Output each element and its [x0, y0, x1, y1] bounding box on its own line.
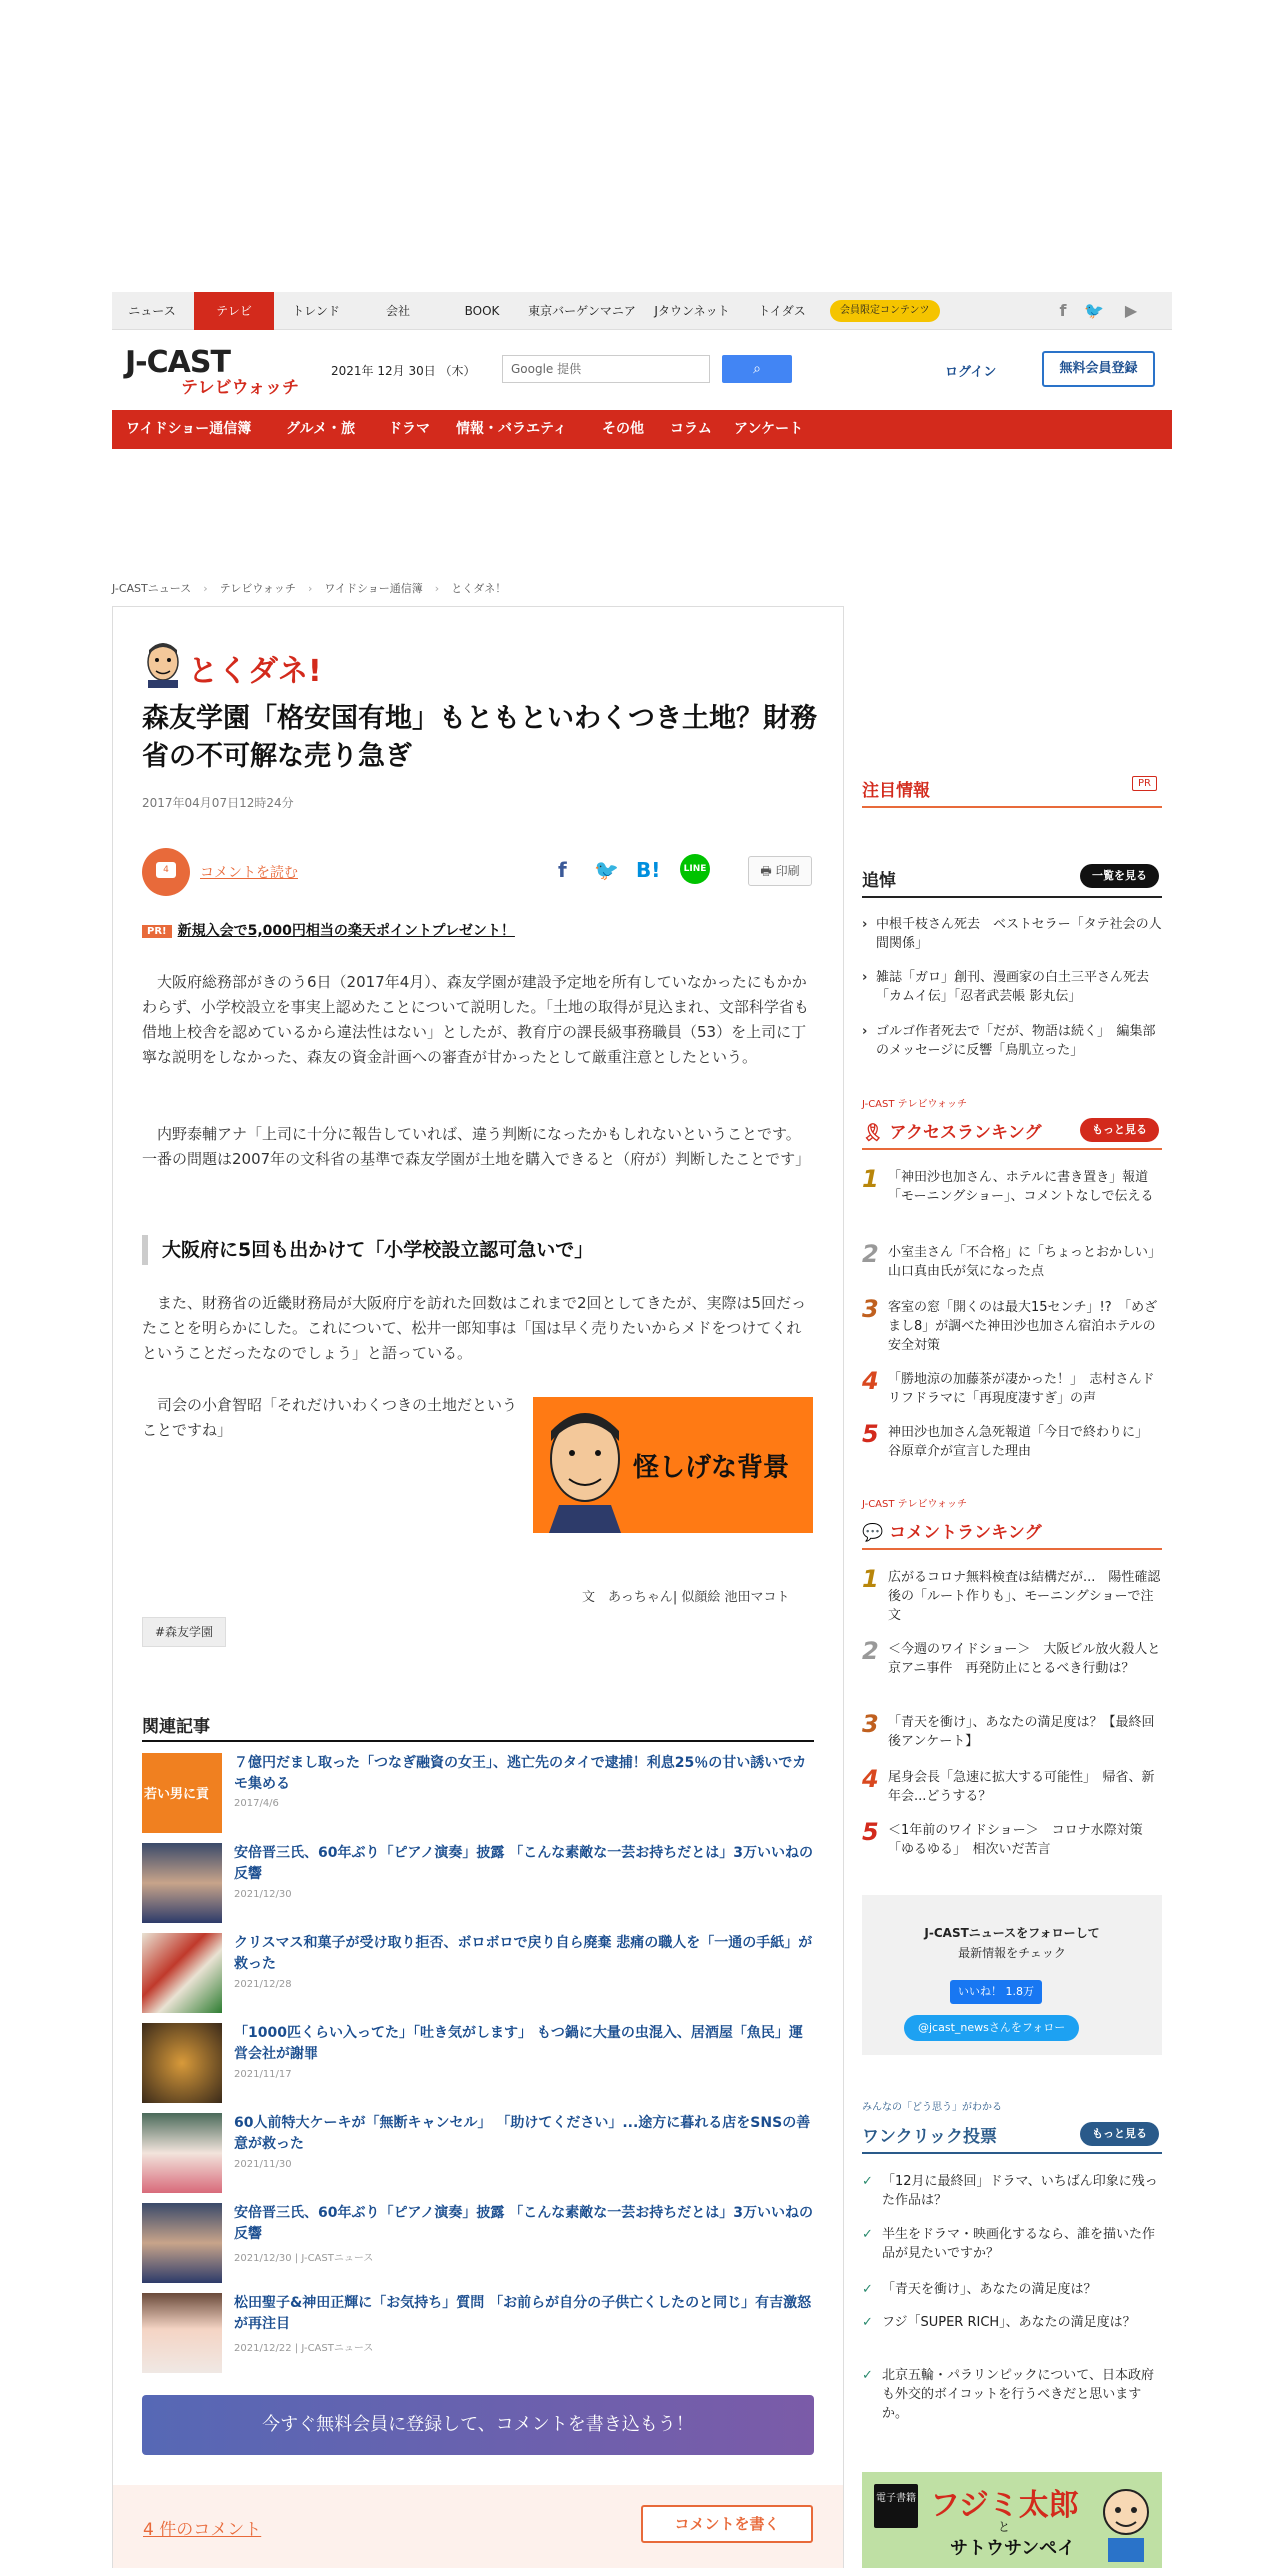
tag-chip[interactable]: #森友学園	[142, 1617, 226, 1647]
topnav-jtown[interactable]: Jタウンネット	[654, 304, 730, 318]
banner-and: と	[998, 2520, 1011, 2534]
follow-text	[862, 1923, 1162, 1963]
facebook-icon[interactable]: f	[1059, 301, 1067, 320]
vote-item[interactable]: ✓ 半生をドラマ・映画化するなら、誰を描いた作品が見たいですか？	[862, 2225, 1162, 2263]
related-title: クリスマス和菓子が受け取り拒否、ボロボロで戻り自ら廃棄 悲痛の職人を「一通の手紙」が救った	[234, 1935, 813, 1972]
banner-title: フジミ太郎	[930, 2488, 1079, 2523]
cat-variety[interactable]: 情報・バラエティ	[456, 421, 567, 437]
promo-link[interactable]	[142, 920, 515, 940]
vote-item[interactable]: ✓ フジ「SUPER RICH」、あなたの満足度は？	[862, 2313, 1162, 2332]
ranking-text: 「青天を衝け」、あなたの満足度は？【最終回後アンケート】	[888, 1715, 1155, 1749]
related-date: 2021/11/30	[234, 2159, 292, 2170]
article-credit: 文 あっちゃん| 似顔絵 池田マコト	[582, 1590, 790, 1605]
related-date: 2021/12/30	[234, 1889, 292, 1900]
ebook-badge: 電子書籍	[874, 2484, 918, 2528]
ranking-text: 「神田沙也加さん、ホテルに書き置き」報道 「モーニングショー」、コメントなしで伝える	[888, 1170, 1162, 1204]
ranking-text: 小室圭さん「不合格」に「ちょっとおかしい」 山口真由氏が気になった点	[888, 1245, 1168, 1279]
rank-number: 2	[862, 1637, 879, 1665]
topnav-company[interactable]: 会社	[385, 304, 410, 318]
caricature-face-icon	[539, 1401, 631, 1533]
comment-icon[interactable]	[142, 848, 190, 896]
tsuito-item[interactable]: › 中根千枝さん死去 ベストセラー「タテ社会の人間関係」	[862, 915, 1162, 953]
access-more-button[interactable]: もっと見る	[1080, 1118, 1159, 1142]
ranking-text: 神田沙也加さん急死報道「今日で終わりに」 谷原章介が宣言した理由	[888, 1425, 1155, 1459]
topnav-book[interactable]: BOOK	[464, 304, 500, 318]
related-title: 「1000匹くらい入ってた」「吐き気がします」 もつ鍋に大量の虫混入、居酒屋「魚民」運営会社が謝罪	[234, 2025, 803, 2062]
divider	[862, 806, 1162, 808]
rank-number: 1	[862, 1565, 879, 1593]
related-item[interactable]	[142, 2023, 814, 2103]
related-date: 2021/12/28	[234, 1979, 292, 1990]
related-thumbnail	[142, 2293, 222, 2373]
topnav-toidas[interactable]: トイダス	[758, 304, 806, 318]
article-subheading: 大阪府に5回も出かけて「小学校設立認可急いで」	[142, 1235, 814, 1265]
article-paragraph-4: 司会の小倉智昭「それだけいわくつきの土地だということですね」	[142, 1396, 518, 1439]
tsuito-more-button[interactable]: 一覧を見る	[1080, 864, 1159, 888]
topnav-news[interactable]: ニュース	[128, 304, 176, 318]
topnav-bargain[interactable]: 東京バーゲンマニア	[528, 304, 636, 318]
youtube-icon[interactable]: ▶	[1124, 301, 1138, 320]
program-name: とくダネ!	[188, 654, 322, 689]
related-thumbnail	[142, 1933, 222, 2013]
access-ranking-label: アクセスランキング	[889, 1123, 1042, 1143]
search-icon: ⌕	[753, 361, 761, 377]
sidebar-label: J-CAST テレビウォッチ	[862, 1099, 968, 1110]
sidebar-tsuito-title: 追悼	[862, 871, 896, 891]
register-cta-button[interactable]: 今すぐ無料会員に登録して、コメントを書き込もう！	[142, 2395, 814, 2455]
sidebar-label: J-CAST テレビウォッチ	[862, 1499, 968, 1510]
chat-icon: 💬	[862, 1523, 890, 1543]
related-title: ７億円だまし取った「つなぎ融資の女王」、逃亡先のタイで逮捕！利息25％の甘い誘いでカモ集める	[234, 1755, 807, 1792]
print-button[interactable]	[748, 856, 812, 886]
breadcrumb-tvwatch[interactable]: テレビウォッチ	[219, 582, 296, 595]
rank-number: 3	[862, 1295, 879, 1323]
breadcrumb-tokudane[interactable]: とくダネ！	[451, 582, 507, 595]
article-paragraph-1: 大阪府総務部がきのう6日（2017年4月）、森友学園が建設予定地を所有していなかったにもかかわらず、小学校設立を事実上認めたことについて説明した。「土地の取得が見込まれ、文部科学省も借地上校舎を認めているから違法性はない」としたが、教育庁の課長級事務職員（53）を上司に丁寧な説明をしなかった、森友の資金計画への審査が甘かったとして厳重注意としたという。	[142, 973, 809, 1066]
sidebar-attention-title: 注目情報	[862, 781, 930, 801]
tsuito-item[interactable]: › 雑誌「ガロ」創刊、漫画家の白土三平さん死去 「カムイ伝」「忍者武芸帳 影丸伝」	[862, 968, 1162, 1006]
ranking-text: ＜1年前のワイドショー＞ コロナ水際対策「ゆるゆる」 相次いだ苦言	[888, 1823, 1143, 1857]
divider	[862, 2152, 1162, 2154]
cat-survey[interactable]: アンケート	[734, 421, 804, 437]
topnav-tv[interactable]: テレビ	[194, 292, 274, 330]
related-item[interactable]	[142, 1933, 814, 2013]
rank-number: 4	[862, 1765, 879, 1793]
related-date: 2021/12/30 | J-CASTニュース	[234, 2253, 374, 2264]
vote-title: ワンクリック投票	[862, 2127, 997, 2147]
category-navigation	[112, 410, 1172, 449]
write-comment-button[interactable]: コメントを書く	[641, 2505, 813, 2543]
ranking-icon: 🎗	[862, 1123, 890, 1143]
tsuito-item[interactable]: › ゴルゴ作者死去で「だが、物語は続く」 編集部のメッセージに反響「鳥肌立った」	[862, 1022, 1162, 1060]
hatena-bookmark-icon[interactable]: B!	[636, 858, 661, 882]
vote-more-button[interactable]: もっと見る	[1080, 2122, 1159, 2146]
rank-number: 5	[862, 1818, 879, 1846]
read-comments-link[interactable]: コメントを読む	[200, 865, 298, 881]
cat-drama[interactable]: ドラマ	[388, 421, 430, 437]
related-date: 2021/11/17	[234, 2069, 292, 2080]
related-item[interactable]	[142, 2203, 814, 2283]
related-date: 2017/4/6	[234, 1798, 279, 1809]
search-input[interactable]: Google 提供	[502, 355, 710, 383]
thumbnail-text: 若い男に貢	[144, 1787, 210, 1802]
related-item[interactable]	[142, 2113, 814, 2193]
related-date: 2021/12/22 | J-CASTニュース	[234, 2343, 374, 2354]
divider	[862, 1548, 1162, 1550]
follow-line-1: J-CASTニュースをフォローして	[924, 1926, 1100, 1940]
article-paragraph-3: また、財務省の近畿財務局が大阪府庁を訪れた回数はこれまで2回としてきたが、実際は5回だったことを明らかにした。これについて、松井一郎知事は「国は早く売りたいからメドをつけてくれということだったなのでしょう」と語っている。	[142, 1294, 807, 1362]
caricature-illustration	[533, 1397, 813, 1533]
ranking-text: 尾身会長「急速に拡大する可能性」 帰省、新年会...どうする？	[888, 1770, 1155, 1804]
rank-number: 2	[862, 1240, 879, 1268]
cat-wideshow[interactable]: ワイドショー通信簿	[126, 421, 252, 437]
ranking-text: 客室の窓「開くのは最大15センチ」!? 「めざまし8」が調べた神田沙也加さん宿泊ホテルの安全対策	[888, 1300, 1158, 1353]
vote-item[interactable]: ✓ 「12月に最終回」ドラマ、いちばん印象に残った作品は？	[862, 2172, 1162, 2210]
twitter-icon[interactable]: 🐦	[1084, 301, 1104, 320]
twitter-share-icon[interactable]: 🐦	[594, 858, 619, 882]
members-only-badge[interactable]: 会員限定コンテンツ	[830, 300, 940, 322]
related-thumbnail	[142, 1753, 222, 1833]
cat-other[interactable]: その他	[602, 421, 644, 437]
host-face-icon	[144, 640, 182, 688]
illustration-caption: 怪しげな背景	[633, 1453, 790, 1483]
pr-badge: PR!	[142, 925, 172, 938]
related-thumbnail	[142, 2203, 222, 2283]
related-item[interactable]	[142, 2293, 814, 2373]
facebook-like-button[interactable]: いいね！ 1.8万	[950, 1980, 1042, 2004]
sidebar-label: みんなの「どう思う」がわかる	[862, 2102, 1002, 2113]
comment-count-badge: 4	[156, 862, 176, 878]
ranking-text: ＜今週のワイドショー＞ 大阪ビル放火殺人と京アニ事件 再発防止にとるべき行動は？	[888, 1642, 1161, 1676]
ranking-text: 広がるコロナ無料検査は結構だが... 陽性確認後の「ルート作りも」、モーニングショーで注文	[888, 1570, 1161, 1623]
cartoon-face-icon	[1098, 2482, 1154, 2562]
related-thumbnail	[142, 2113, 222, 2193]
related-title: 安倍晋三氏、60年ぶり「ピアノ演奏」披露 「こんな素敵な一芸お持ちだとは」3万いいねの反響	[234, 1845, 813, 1882]
logo-tvwatch: テレビウォッチ	[181, 378, 299, 398]
line-share-icon[interactable]: LINE	[680, 854, 710, 884]
follow-box	[862, 1895, 1162, 2055]
cat-gourmet[interactable]: グルメ・旅	[286, 421, 356, 437]
breadcrumb: J-CASTニュース › テレビウォッチ › ワイドショー通信簿 › とくダネ！	[112, 582, 507, 595]
related-heading: 関連記事	[142, 1712, 814, 1742]
related-title: 60人前特大ケーキが「無断キャンセル」 「助けてください」...途方に暮れる店をSNSの善意が救った	[234, 2115, 811, 2152]
banner-subtitle: サトウサンペイ	[950, 2538, 1076, 2559]
related-item[interactable]	[142, 1843, 814, 1923]
rank-number: 1	[862, 1165, 879, 1193]
breadcrumb-wideshow[interactable]: ワイドショー通信簿	[324, 582, 423, 595]
divider	[862, 1148, 1162, 1150]
logo-jcast: J-CAST	[125, 345, 230, 380]
article-paragraph-2: 内野泰輔アナ「上司に十分に報告していれば、違う判断になったかもしれないということです。一番の問題は2007年の文科省の基準で森友学園が土地を購入できると（府が）判断したことです」	[142, 1125, 811, 1168]
search-button[interactable]	[722, 355, 792, 383]
book-banner[interactable]	[862, 2472, 1162, 2568]
topnav-trend[interactable]: トレンド	[292, 304, 340, 318]
comments-count-link[interactable]: 4 件のコメント	[143, 2520, 262, 2540]
rank-number: 3	[862, 1710, 879, 1738]
promo-text: 新規入会で5,000円相当の楽天ポイントプレゼント！	[177, 923, 515, 939]
rank-number: 5	[862, 1420, 879, 1448]
signup-button[interactable]: 無料会員登録	[1042, 351, 1155, 387]
breadcrumb-jcast[interactable]: J-CASTニュース	[112, 582, 192, 595]
follow-line-2: 最新情報をチェック	[958, 1946, 1066, 1960]
comment-ranking-label: コメントランキング	[889, 1523, 1042, 1543]
printer-icon: 🖶	[760, 864, 776, 878]
rank-number: 4	[862, 1367, 879, 1395]
article-title: 森友学園「格安国有地」もともといわくつき土地？財務省の不可解な売り急ぎ	[142, 703, 817, 772]
site-logo[interactable]	[125, 345, 315, 398]
login-link[interactable]: ログイン	[945, 365, 997, 380]
related-thumbnail	[142, 2023, 222, 2103]
related-title: 安倍晋三氏、60年ぶり「ピアノ演奏」披露 「こんな素敵な一芸お持ちだとは」3万いいねの反響	[234, 2205, 813, 2242]
related-thumbnail	[142, 1843, 222, 1923]
pr-label: PR	[1132, 776, 1157, 791]
twitter-follow-button[interactable]: @jcast_newsさんをフォロー	[904, 2015, 1079, 2041]
vote-item[interactable]: ✓ 北京五輪・パラリンピックについて、日本政府も外交的ボイコットを行うべきだと思いますか。	[862, 2366, 1162, 2423]
cat-column[interactable]: コラム	[670, 421, 712, 437]
facebook-share-icon[interactable]: f	[558, 858, 567, 882]
top-navigation	[112, 292, 1172, 330]
divider	[862, 896, 1162, 898]
current-date: 2021年 12月 30日 （木）	[331, 364, 476, 378]
vote-item[interactable]: ✓ 「青天を衝け」、あなたの満足度は？	[862, 2280, 1162, 2299]
related-title: 松田聖子&神田正輝に「お気持ち」質問 「お前らが自分の子供亡くしたのと同じ」有吉激怒が再注目	[234, 2295, 812, 2332]
related-item[interactable]	[142, 1753, 814, 1833]
comment-ranking-title	[862, 1518, 1162, 1543]
article-date: 2017年04月07日12時24分	[142, 796, 294, 810]
comments-footer	[113, 2485, 843, 2568]
print-label: 印刷	[775, 864, 800, 878]
ranking-text: 「勝地涼の加藤茶が凄かった！」 志村さんドリフドラマに「再現度凄すぎ」の声	[888, 1372, 1155, 1406]
